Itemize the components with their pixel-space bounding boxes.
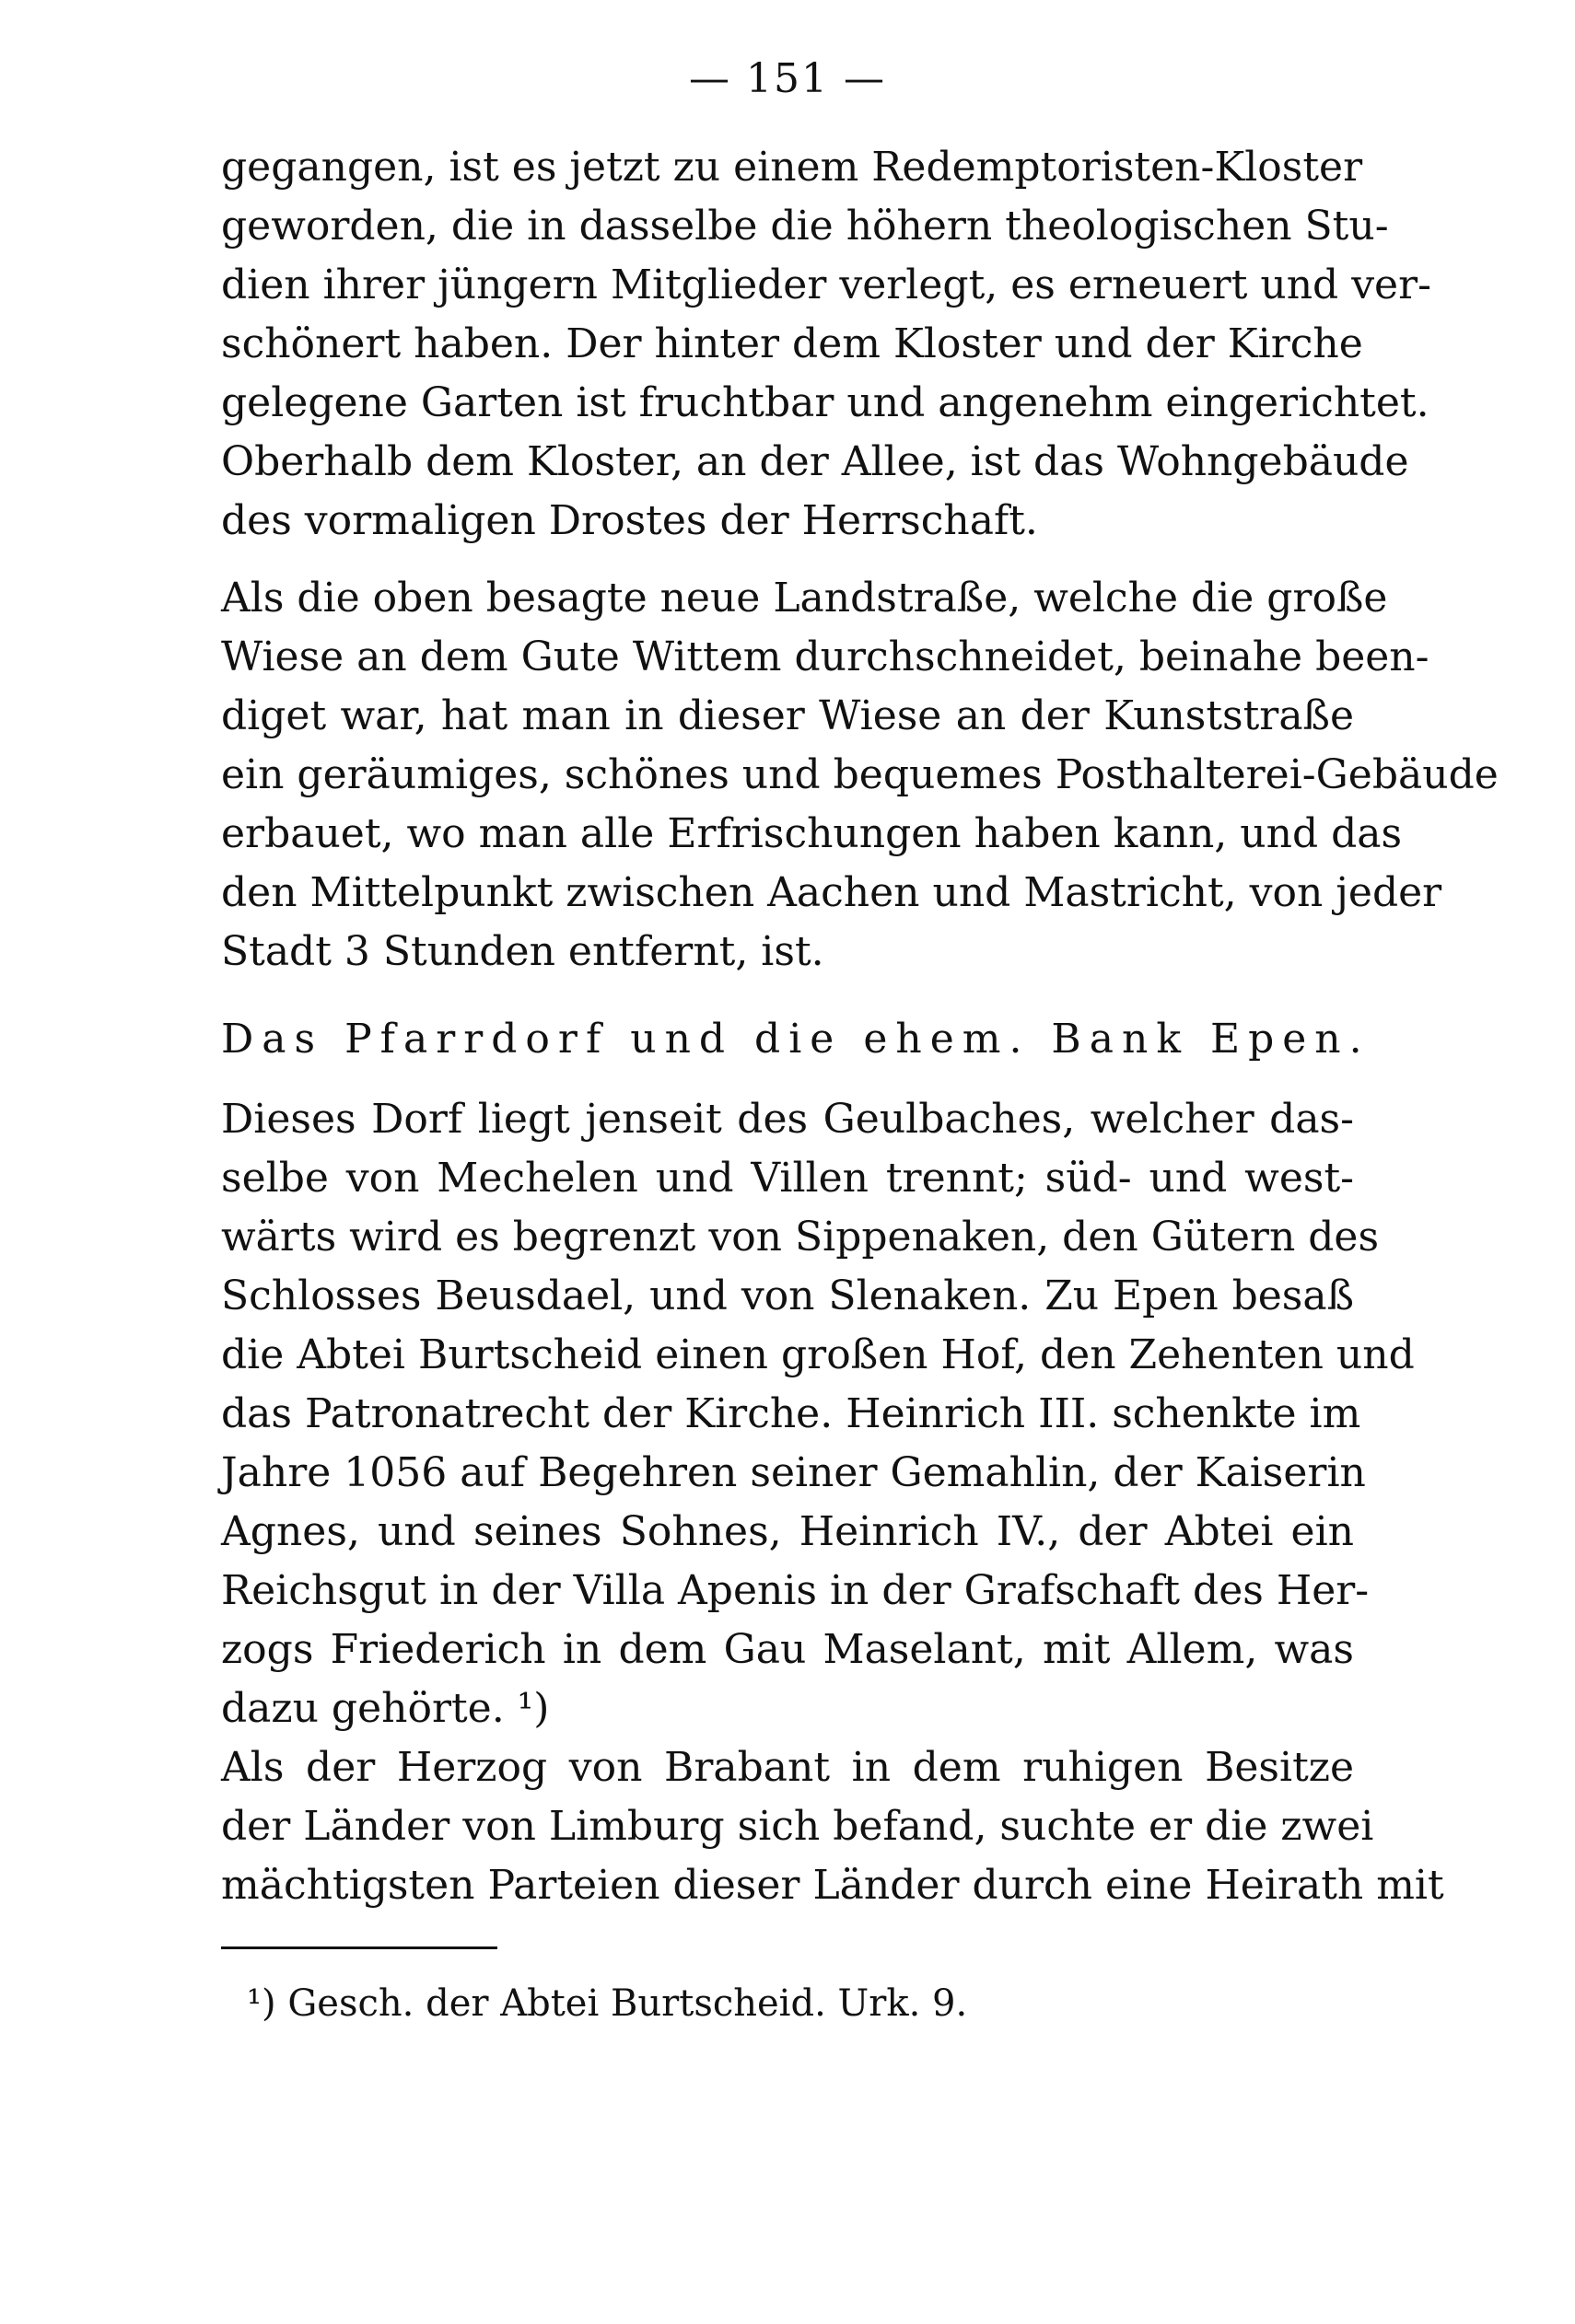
- text-line: Oberhalb dem Kloster, an der Allee, ist das Wohngebäude: [221, 438, 1409, 485]
- text-line: der Länder von Limburg sich befand, suchte er die zwei: [221, 1803, 1374, 1850]
- text-line: das Patronatrecht der Kirche. Heinrich III. schenkte im: [221, 1390, 1361, 1437]
- paragraph-4: [221, 1738, 1444, 1915]
- text-line: die Abtei Burtscheid einen großen Hof, den Zehenten und: [221, 1331, 1415, 1378]
- paragraph-2: [221, 569, 1499, 982]
- text-line: den Mittelpunkt zwischen Aachen und Mastricht, von jeder: [221, 869, 1442, 916]
- text-line: Wiese an dem Gute Wittem durchschneidet, beinahe been-: [221, 633, 1429, 680]
- text-line: des vormaligen Drostes der Herrschaft.: [221, 497, 1038, 544]
- text-line: geworden, die in dasselbe die höhern theologischen Stu-: [221, 203, 1389, 250]
- text-line: zogs Friederich in dem Gau Maselant, mit Allem, was: [221, 1626, 1354, 1673]
- text-line: Stadt 3 Stunden entfernt, ist.: [221, 928, 824, 975]
- text-line: Reichsgut in der Villa Apenis in der Grafschaft des Her-: [221, 1567, 1370, 1614]
- text-line: dien ihrer jüngern Mitglieder verlegt, es erneuert und ver-: [221, 261, 1431, 308]
- text-line: gegangen, ist es jetzt zu einem Redemptoristen-Kloster: [221, 144, 1363, 191]
- text-line: selbe von Mechelen und Villen trennt; süd- und west-: [221, 1155, 1354, 1202]
- text-line: Jahre 1056 auf Begehren seiner Gemahlin, der Kaiserin: [221, 1449, 1366, 1496]
- page-number: — 151 —: [689, 55, 886, 102]
- paragraph-1: [221, 138, 1431, 551]
- footnote-divider: [221, 1946, 497, 1949]
- text-line: Als die oben besagte neue Landstraße, welche die große: [221, 575, 1388, 622]
- text-line: wärts wird es begrenzt von Sippenaken, den Gütern des: [221, 1214, 1380, 1261]
- text-line: Als der Herzog von Brabant in dem ruhigen Besitze: [221, 1744, 1354, 1791]
- text-line: mächtigsten Parteien dieser Länder durch eine Heirath mit: [221, 1862, 1444, 1909]
- text-line: diget war, hat man in dieser Wiese an der Kunststraße: [221, 692, 1354, 739]
- text-line: Agnes, und seines Sohnes, Heinrich IV., der Abtei ein: [221, 1508, 1354, 1555]
- body-text: [221, 138, 1499, 1915]
- text-line: dazu gehörte. ¹): [221, 1685, 550, 1732]
- text-line: schönert haben. Der hinter dem Kloster und der Kirche: [221, 320, 1363, 367]
- text-line: Schlosses Beusdael, und von Slenaken. Zu Epen besaß: [221, 1272, 1354, 1319]
- footnote: ¹) Gesch. der Abtei Burtscheid. Urk. 9.: [247, 1982, 968, 2025]
- text-line: erbauet, wo man alle Erfrischungen haben kann, und das: [221, 810, 1403, 857]
- text-line: Dieses Dorf liegt jenseit des Geulbaches, welcher das-: [221, 1096, 1354, 1143]
- paragraph-3: [221, 1090, 1415, 1738]
- section-heading: Das Pfarrdorf und die ehem. Bank Epen.: [221, 1016, 1371, 1063]
- text-line: gelegene Garten ist fruchtbar und angenehm eingerichtet.: [221, 379, 1429, 426]
- text-line: ein geräumiges, schönes und bequemes Posthalterei-Gebäude: [221, 751, 1499, 798]
